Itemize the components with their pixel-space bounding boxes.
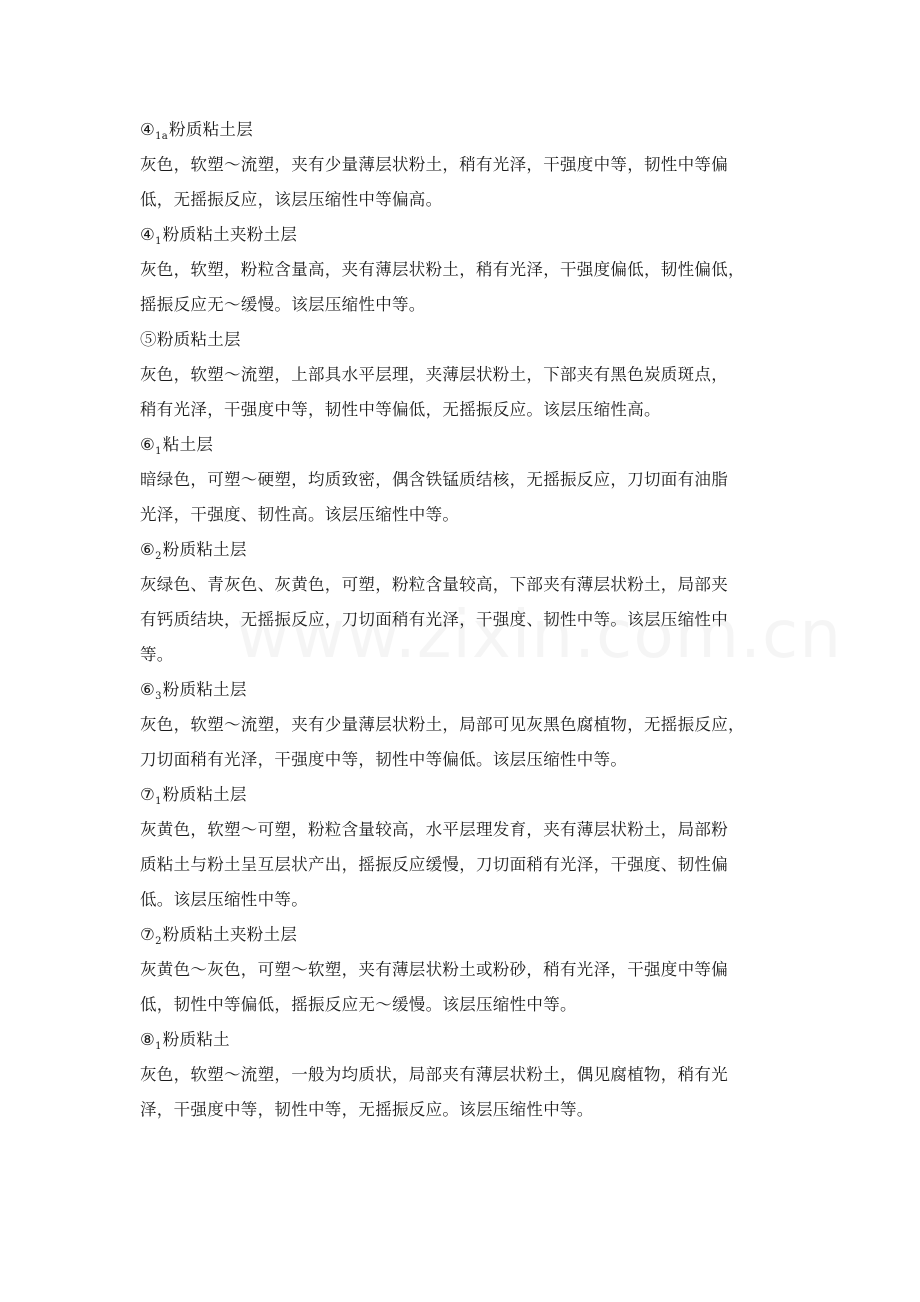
layer-name: 粉质粘土层 — [156, 330, 241, 349]
description-line: 摇振反应无～缓慢。该层压缩性中等。 — [140, 295, 426, 314]
layer-section — [140, 1022, 782, 1127]
layer-name: 粉质粘土层 — [162, 785, 247, 804]
layer-heading — [140, 672, 782, 707]
description-line: 质粘土与粉土呈互层状产出，摇振反应缓慢，刀切面稍有光泽，干强度、韧性偏 — [140, 855, 728, 874]
layer-marker: ⑥ — [140, 540, 156, 559]
layer-marker: ⑥ — [140, 435, 156, 454]
layer-subscript: 1 — [155, 446, 162, 457]
document-body — [140, 112, 782, 1127]
layer-heading — [140, 112, 782, 147]
layer-name: 粉质粘土夹粉土层 — [162, 925, 298, 944]
layer-name: 粉质粘土层 — [169, 120, 254, 139]
layer-marker: ④ — [140, 225, 156, 244]
layer-heading — [140, 532, 782, 567]
layer-subscript: 1a — [155, 131, 169, 142]
description-line: 灰色，软塑，粉粒含量高，夹有薄层状粉土，稍有光泽，干强度偏低，韧性偏低， — [140, 260, 745, 279]
description-line: 低，韧性中等偏低，摇振反应无～缓慢。该层压缩性中等。 — [140, 995, 577, 1014]
layer-name: 粉质粘土 — [162, 1030, 230, 1049]
layer-subscript: 2 — [155, 936, 162, 947]
description-line: 稍有光泽，干强度中等，韧性中等偏低，无摇振反应。该层压缩性高。 — [140, 400, 661, 419]
description-line: 低，无摇振反应，该层压缩性中等偏高。 — [140, 190, 443, 209]
layer-subscript: 2 — [155, 551, 162, 562]
layer-marker: ⑤ — [140, 330, 157, 349]
description-line: 低。该层压缩性中等。 — [140, 890, 308, 909]
description-line: 灰黄色～灰色，可塑～软塑，夹有薄层状粉土或粉砂，稍有光泽，干强度中等偏 — [140, 960, 728, 979]
layer-subscript: 3 — [155, 691, 162, 702]
description-line: 暗绿色，可塑～硬塑，均质致密，偶含铁锰质结核，无摇振反应，刀切面有油脂 — [140, 470, 728, 489]
description-line: 灰色，软塑～流塑，一般为均质状，局部夹有薄层状粉土，偶见腐植物，稍有光 — [140, 1065, 728, 1084]
description-line: 灰色，软塑～流塑，夹有少量薄层状粉土，稍有光泽，干强度中等，韧性中等偏 — [140, 155, 728, 174]
description-line: 灰色，软塑～流塑，夹有少量薄层状粉土，局部可见灰黑色腐植物，无摇振反应， — [140, 715, 745, 734]
layer-heading — [140, 777, 782, 812]
description-line: 等。 — [140, 645, 174, 664]
layer-marker: ⑦ — [140, 785, 156, 804]
layer-marker: ④ — [140, 120, 156, 139]
description-line: 灰黄色，软塑～可塑，粉粒含量较高，水平层理发育，夹有薄层状粉土，局部粉 — [140, 820, 728, 839]
description-line: 光泽，干强度、韧性高。该层压缩性中等。 — [140, 505, 460, 524]
layer-name: 粘土层 — [162, 435, 214, 454]
layer-name: 粉质粘土夹粉土层 — [162, 225, 298, 244]
layer-heading — [140, 1022, 782, 1057]
layer-heading — [140, 427, 782, 462]
layer-subscript: 1 — [155, 796, 162, 807]
layer-heading — [140, 917, 782, 952]
layer-marker: ⑧ — [140, 1030, 156, 1049]
layer-section — [140, 532, 782, 672]
layer-section — [140, 777, 782, 917]
layer-section — [140, 672, 782, 777]
description-line: 泽，干强度中等，韧性中等，无摇振反应。该层压缩性中等。 — [140, 1100, 594, 1119]
layer-section — [140, 427, 782, 532]
layer-name: 粉质粘土层 — [162, 680, 247, 699]
layer-heading — [140, 217, 782, 252]
layer-heading — [140, 322, 782, 357]
layer-marker: ⑥ — [140, 680, 156, 699]
layer-section — [140, 217, 782, 322]
layer-marker: ⑦ — [140, 925, 156, 944]
description-line: 灰色，软塑～流塑，上部具水平层理，夹薄层状粉土，下部夹有黑色炭质斑点， — [140, 365, 728, 384]
layer-section — [140, 917, 782, 1022]
layer-name: 粉质粘土层 — [162, 540, 247, 559]
layer-subscript: 1 — [155, 236, 162, 247]
description-line: 有钙质结块，无摇振反应，刀切面稍有光泽，干强度、韧性中等。该层压缩性中 — [140, 610, 728, 629]
description-line: 刀切面稍有光泽，干强度中等，韧性中等偏低。该层压缩性中等。 — [140, 750, 628, 769]
layer-section — [140, 112, 782, 217]
description-line: 灰绿色、青灰色、灰黄色，可塑，粉粒含量较高，下部夹有薄层状粉土，局部夹 — [140, 575, 728, 594]
layer-section — [140, 322, 782, 427]
layer-subscript: 1 — [155, 1041, 162, 1052]
